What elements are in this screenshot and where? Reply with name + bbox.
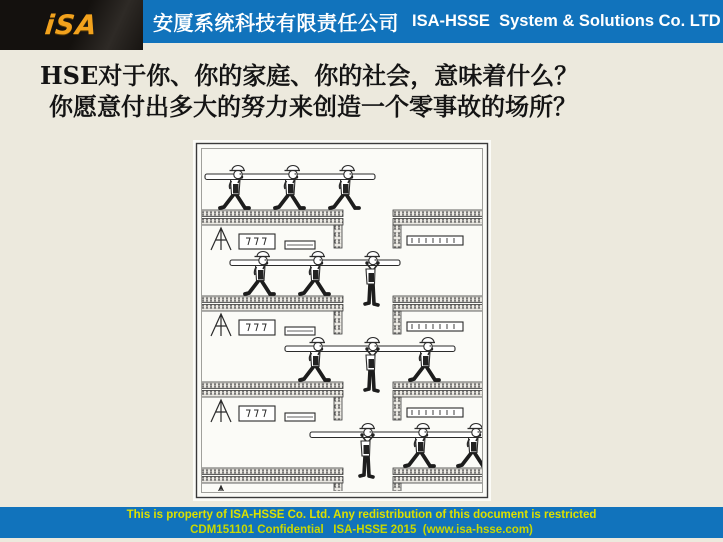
- slide-title-line2: 你愿意付出多大的努力来创造一个零事故的场所？: [49, 92, 577, 121]
- company-name-en: ISA-HSSE System & Solutions Co. LTD: [412, 12, 721, 30]
- header-band: [143, 0, 723, 43]
- footer-restriction-text: This is property of ISA-HSSE Co. Ltd. Any redistribution of this document is restricted: [126, 509, 597, 521]
- company-logo: [0, 0, 143, 50]
- slide-title-line1: HSE对于你、你的家庭、你的社会，意味着什么？: [40, 61, 579, 90]
- footer: [0, 507, 723, 538]
- footer-document-id-text: CDM151101 Confidential ISA-HSSE 2015 (www.isa-hsse.com): [190, 524, 533, 536]
- company-name-cn: 安厦系统科技有限责任公司: [153, 13, 399, 35]
- construction-cartoon-image: [193, 140, 491, 501]
- logo-text: iSA: [43, 9, 100, 41]
- slide-title: [40, 60, 680, 122]
